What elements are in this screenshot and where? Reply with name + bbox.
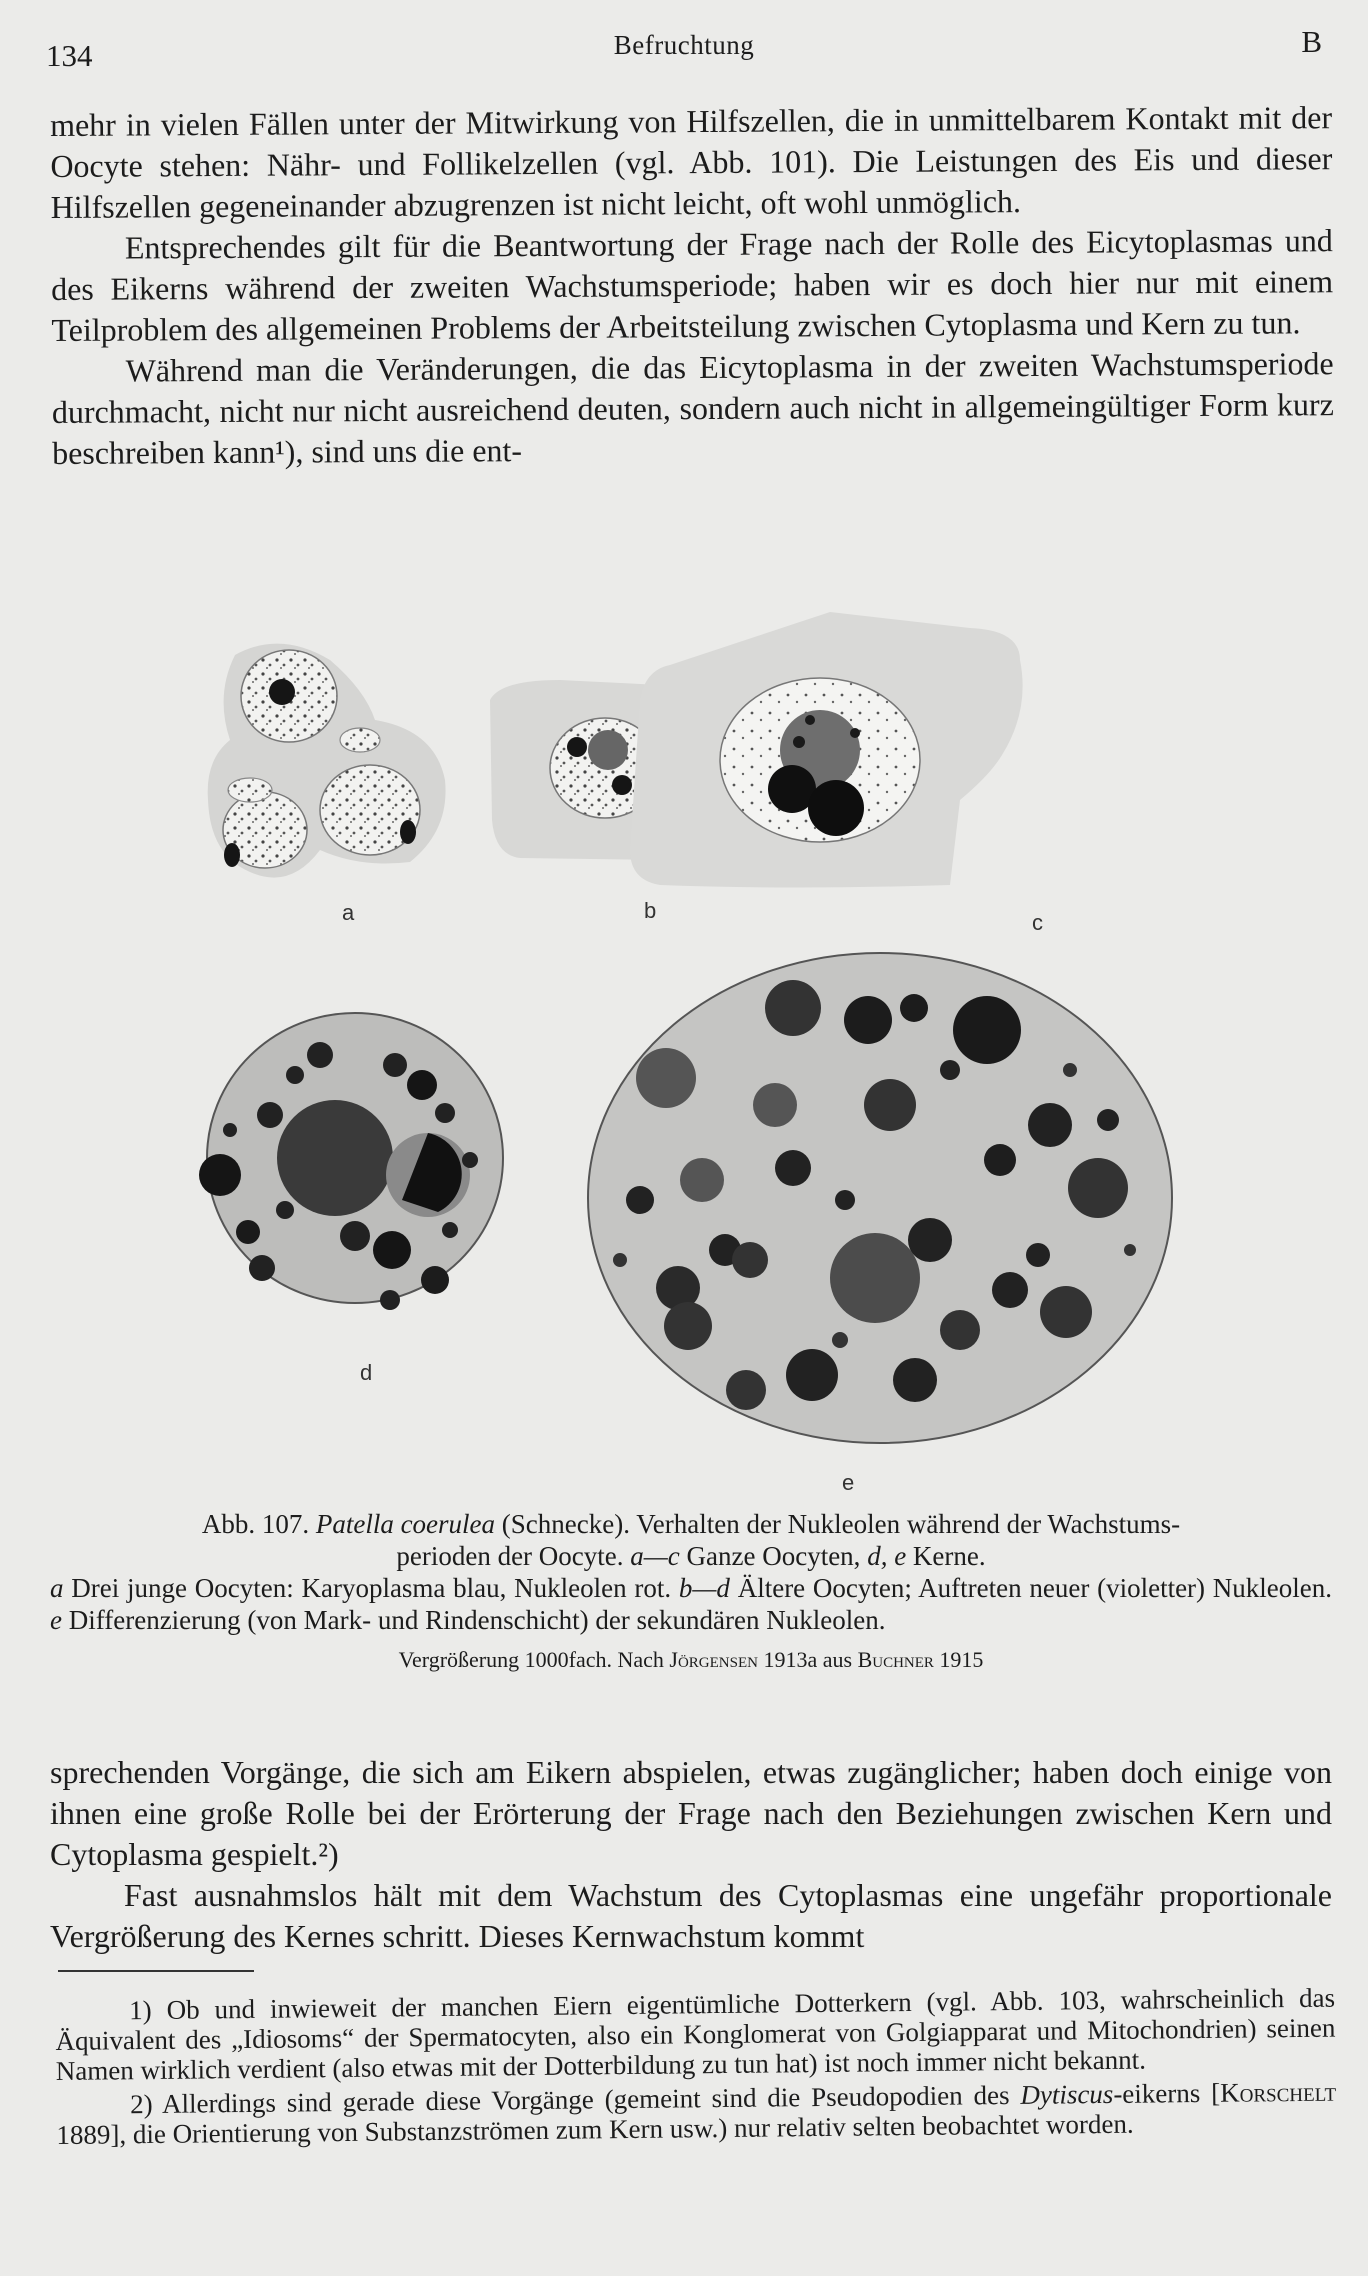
caption-text: Differenzierung (von Mark- und Rindenschicht) der sekundären Nukleolen. [68,1605,886,1635]
footnote-rule [58,1970,254,1972]
page-header [46,24,1322,80]
paragraph: mehr in vielen Fällen unter der Mitwirkung von Hilfszellen, die in unmittelbarem Kontakt mit der Oocyte stehen: Nähr- und Follikelzellen (vgl. Abb. 101). Die Leistungen des Eis und dieser Hilfszellen gegeneinander abzugrenzen ist nicht leicht, oft wohl unmöglich. [50,99,1333,225]
caption-figure-number: Abb. 107. [201,1509,310,1539]
panel-label-e: e [842,1470,855,1495]
paragraph: Entsprechendes gilt für die Beantwortung der Frage nach der Rolle des Eicytoplasmas und des Eikerns während der zweiten Wachstumsperiode; haben wir es doch hier nur mit einem Teilproblem des allgemeinen Problems der Arbeitsteilung zwischen Cytoplasma und Kern zu tun. [51,222,1334,348]
caption-title-line [50,1508,1332,1572]
caption-text: Vergrößerung 1000fach. Nach [398,1647,664,1672]
caption-text: Ältere Oocyten; Auftreten neuer (violetter) Nukleolen. [737,1573,1333,1603]
panel-e-nucleus [588,953,1172,1443]
caption-text: e [50,1605,62,1635]
caption-text: Drei junge Oocyten: Karyoplasma blau, Nukleolen rot. [71,1573,672,1603]
figure-caption [50,1508,1332,1676]
caption-text: Kerne. [912,1541,986,1571]
caption-text: 1915 [939,1647,984,1672]
footnote-text: 2) Allerdings sind gerade diese Vorgänge (gemeint sind die Pseudopodien des [129,2080,1010,2120]
footnote-italic: Dytiscus [1020,2078,1114,2110]
signature-mark: B [1301,24,1322,59]
panel-label-b: b [644,898,657,923]
lower-body-text [50,1752,1332,1957]
caption-author: Jörgensen [669,1647,758,1672]
caption-species: Patella coerulea [315,1509,496,1539]
caption-text: 1913a aus [763,1647,853,1672]
oocyte-illustration [190,600,1190,1500]
panel-label-d: d [360,1360,373,1385]
caption-description [50,1572,1332,1636]
paragraph: Fast ausnahmslos hält mit dem Wachstum des Cytoplasmas eine ungefähr proportionale Vergrößerung des Kernes schritt. Dieses Kernwachstum kommt [50,1877,1332,1954]
caption-text: a [50,1573,64,1603]
panel-a-oocytes [208,644,446,878]
footnote-text: 1889], die Orientierung von Substanzströmen zum Kern usw.) nur relativ selten beobachtet worden. [56,2108,1134,2150]
caption-text: d, e [867,1541,907,1571]
panel-c-oocyte [630,612,1023,888]
caption-text: Ganze Oocyten, [686,1541,861,1571]
caption-credits [50,1644,1332,1676]
caption-author: Buchner [857,1647,934,1672]
upper-body-text [50,97,1334,474]
caption-text: (Schnecke). Verhalten der Nukleolen während der Wachstums- [501,1509,1181,1539]
caption-text: a—c [630,1541,680,1571]
caption-text: b—d [678,1573,730,1603]
page-number: 134 [46,38,93,73]
footnote-1: 1) Ob und inwieweit der manchen Eiern eigentümliche Dotterkern (vgl. Abb. 103, wahrscheinlich das Äquivalent des „Idiosoms“ der Spermatocyten, also ein Konglomerat von Golgiapparat und Mitochondrien) seinen Namen wirklich verdient (also etwas mit der Dotterbildung zu tun hat) ist noch immer nicht bekannt. [55,1982,1336,2086]
footnote-2 [56,2077,1337,2150]
paragraph: Während man die Veränderungen, die das Eicytoplasma in der zweiten Wachstumsperiode durchmacht, nicht nur nicht ausreichend deuten, sondern auch nicht in allgemeingültiger Form kurz beschreiben kann¹), sind uns die ent- [51,345,1334,471]
panel-label-c: c [1032,910,1043,935]
footnotes [55,1983,1337,2154]
panel-label-a: a [342,900,355,925]
running-title: Befruchtung [613,30,755,60]
paragraph: sprechenden Vorgänge, die sich am Eikern abspielen, etwas zugänglicher; haben doch einige von ihnen eine große Rolle bei der Erörterung der Frage nach den Beziehungen zwischen Kern und Cytoplasma gespielt.²) [50,1754,1332,1872]
figure-oocytes [190,600,1190,1500]
footnote-author: Korschelt [1219,2076,1337,2108]
caption-text: perioden der Oocyte. [396,1541,624,1571]
footnote-text: -eikerns [ [1113,2077,1221,2109]
panel-d-nucleus [199,1013,503,1310]
